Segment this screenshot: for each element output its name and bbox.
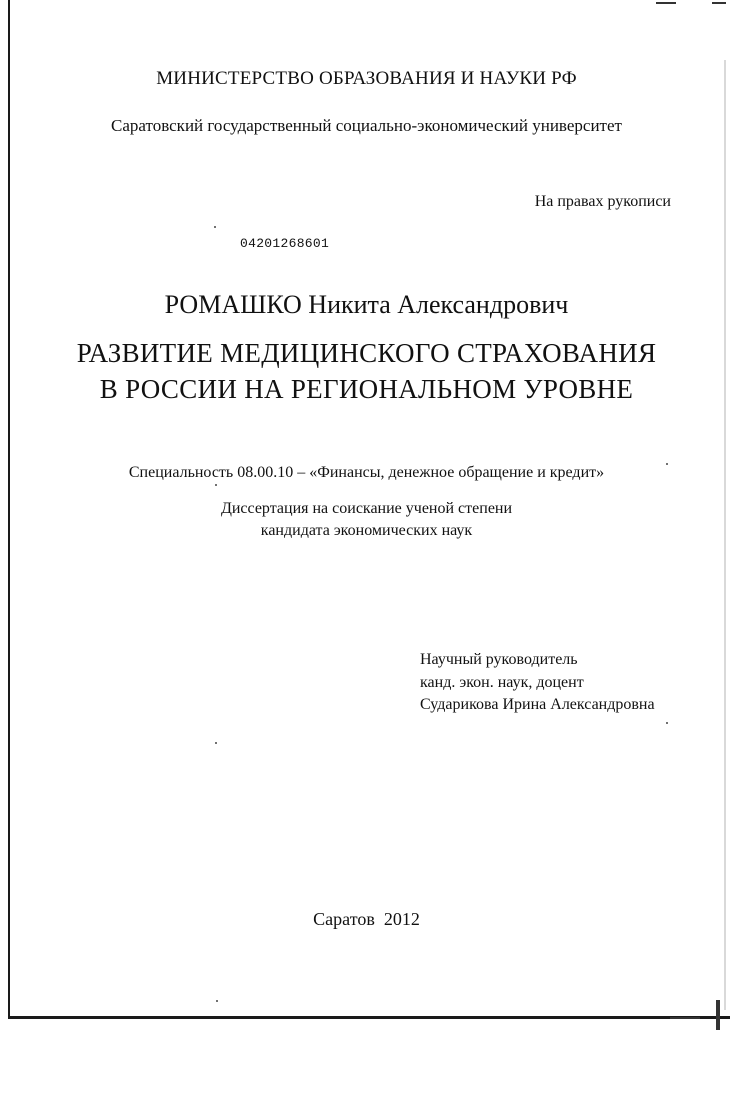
scan-mark-bottom-right [670,1017,700,1019]
city-year: Саратов 2012 [313,909,420,929]
scan-speck [215,484,217,486]
university-name: Саратовский государственный социально-экономический университет [111,116,622,135]
degree-line-1: Диссертация на соискание ученой степени [220,500,513,517]
author-name: РОМАШКО Никита Александрович [164,290,569,319]
scan-speck [214,226,216,228]
advisor-role: Научный руководитель [420,651,578,668]
scan-speck [216,1000,218,1002]
advisor-degree: канд. экон. наук, доцент [420,674,584,691]
rights-note: На правах рукописи [534,193,671,210]
dissertation-title-line-2: В РОССИИ НА РЕГИОНАЛЬНОМ УРОВНЕ [99,374,634,404]
registration-stamp: 04201268601 [240,236,330,251]
scan-bottom-edge [8,1016,730,1019]
ministry-heading: МИНИСТЕРСТВО ОБРАЗОВАНИЯ И НАУКИ РФ [156,68,577,89]
scan-mark-bottom-right-2 [716,1000,720,1030]
advisor-name: Сударикова Ирина Александровна [420,696,655,713]
dissertation-title-line-1: РАЗВИТИЕ МЕДИЦИНСКОГО СТРАХОВАНИЯ [76,338,657,368]
degree-line-2: кандидата экономических наук [260,522,473,539]
scan-mark-top-right [656,2,676,4]
scan-mark-top-right-2 [712,2,726,4]
scan-speck [215,742,217,744]
specialty-line: Специальность 08.00.10 – «Финансы, денежное обращение и кредит» [128,464,605,481]
scan-speck [666,722,668,724]
